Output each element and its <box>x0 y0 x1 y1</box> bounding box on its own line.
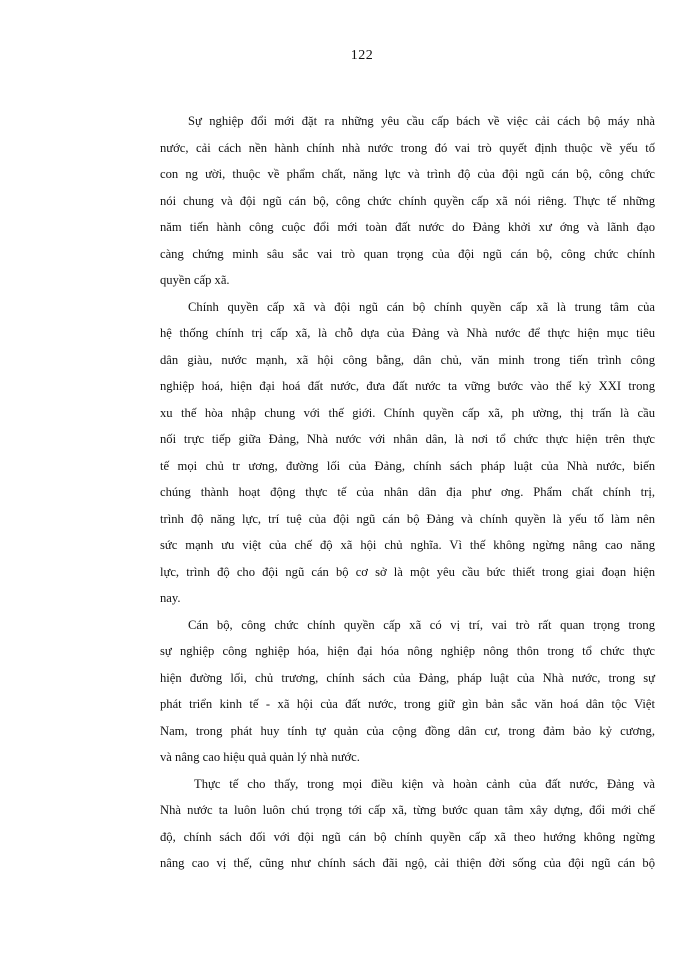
paragraph-line: sự nghiệp công nghiệp hóa, hiện đại hóa nông nghiệp nông thôn trong tổ chức thực <box>160 644 655 658</box>
paragraph-line: Cán bộ, công chức chính quyền cấp xã có vị trí, vai trò rất quan trọng trong <box>188 617 655 632</box>
paragraph-line: và nâng cao hiệu quả quản lý nhà nước. <box>160 750 360 764</box>
paragraph-4 <box>160 771 655 877</box>
paragraph-line: nâng cao vị thế, cũng như chính sách đãi ngộ, cải thiện đời sống của đội ngũ cán bộ <box>160 856 655 870</box>
paragraph-2 <box>160 294 655 612</box>
paragraph-1 <box>160 108 655 294</box>
paragraph-line: lực, trình độ cho đội ngũ cán bộ cơ sở là một yêu cầu bức thiết trong giai đoạn hiện <box>160 564 655 579</box>
paragraph-line: tế mọi chủ tr ương, đường lối của Đảng, chính sách pháp luật của Nhà nước, biến <box>160 458 655 473</box>
paragraph-line: càng chứng minh sâu sắc vai trò quan trọng của đội ngũ cán bộ, công chức chính <box>160 246 655 261</box>
paragraph-line: Sự nghiệp đổi mới đặt ra những yêu cầu cấp bách về việc cải cách bộ máy nhà <box>188 114 655 128</box>
paragraph-line: quyền cấp xã. <box>160 273 230 287</box>
paragraph-line: sức mạnh ưu việt của chế độ xã hội chủ nghĩa. Vì thế không ngừng nâng cao năng <box>160 538 655 552</box>
paragraph-line: hiện đường lối, chủ trương, chính sách của Đảng, pháp luật của Nhà nước, trong sự <box>160 670 655 685</box>
paragraph-line: xu thế hòa nhập chung với thế giới. Chính quyền cấp xã, ph ường, thị trấn là cầu <box>160 405 655 420</box>
paragraph-line: phát triển kinh tế - xã hội của đất nước, trong giữ gìn bản sắc văn hoá dân tộc Việt <box>160 697 655 711</box>
paragraph-line: nay. <box>160 591 181 605</box>
paragraph-line: nối trực tiếp giữa Đảng, Nhà nước với nhân dân, là nơi tổ chức thực hiện trên thực <box>160 432 655 446</box>
paragraph-line: năm tiến hành công cuộc đổi mới toàn đất nước do Đảng khởi xư ớng và lãnh đạo <box>160 220 655 234</box>
paragraph-line: nước, cải cách nền hành chính nhà nước trong đó vai trò quyết định thuộc về yếu tố <box>160 140 655 155</box>
paragraph-line: nghiệp hoá, hiện đại hoá đất nước, đưa đất nước ta vững bước vào thế kỷ XXI trong <box>160 379 655 393</box>
paragraph-line: dân giàu, nước mạnh, xã hội công bằng, dân chủ, văn minh trong tiến trình công <box>160 352 655 367</box>
paragraph-line: Nam, trong phát huy tính tự quản của cộng đồng dân cư, trong đảm bảo kỷ cương, <box>160 723 655 738</box>
paragraph-line: nói chung và đội ngũ cán bộ, công chức chính quyền cấp xã nói riêng. Thực tế những <box>160 193 655 208</box>
paragraph-line: chúng thành hoạt động thực tế của nhân dân địa phư ơng. Phẩm chất chính trị, <box>160 485 655 499</box>
paragraph-line: Chính quyền cấp xã và đội ngũ cán bộ chính quyền cấp xã là trung tâm của <box>188 299 655 314</box>
paragraph-line: trình độ năng lực, trí tuệ của đội ngũ cán bộ Đảng và chính quyền là yếu tố làm nên <box>160 511 655 526</box>
page-number: 122 <box>350 48 374 63</box>
paragraph-line: độ, chính sách đối với đội ngũ cán bộ chính quyền cấp xã theo hướng không ngừng <box>160 829 655 844</box>
paragraph-line: hệ thống chính trị cấp xã, là chỗ dựa của Đảng và Nhà nước để thực hiện mục tiêu <box>160 326 655 340</box>
paragraph-line: con ng ười, thuộc về phẩm chất, năng lực và trình độ của đội ngũ cán bộ, công chức <box>160 167 655 181</box>
paragraph-line: Thực tế cho thấy, trong mọi điều kiện và hoàn cảnh của đất nước, Đảng và <box>194 776 655 791</box>
paragraph-line: Nhà nước ta luôn luôn chú trọng tới cấp xã, từng bước quan tâm xây dựng, đổi mới chế <box>160 803 655 817</box>
document-body <box>160 108 655 877</box>
paragraph-3 <box>160 612 655 771</box>
